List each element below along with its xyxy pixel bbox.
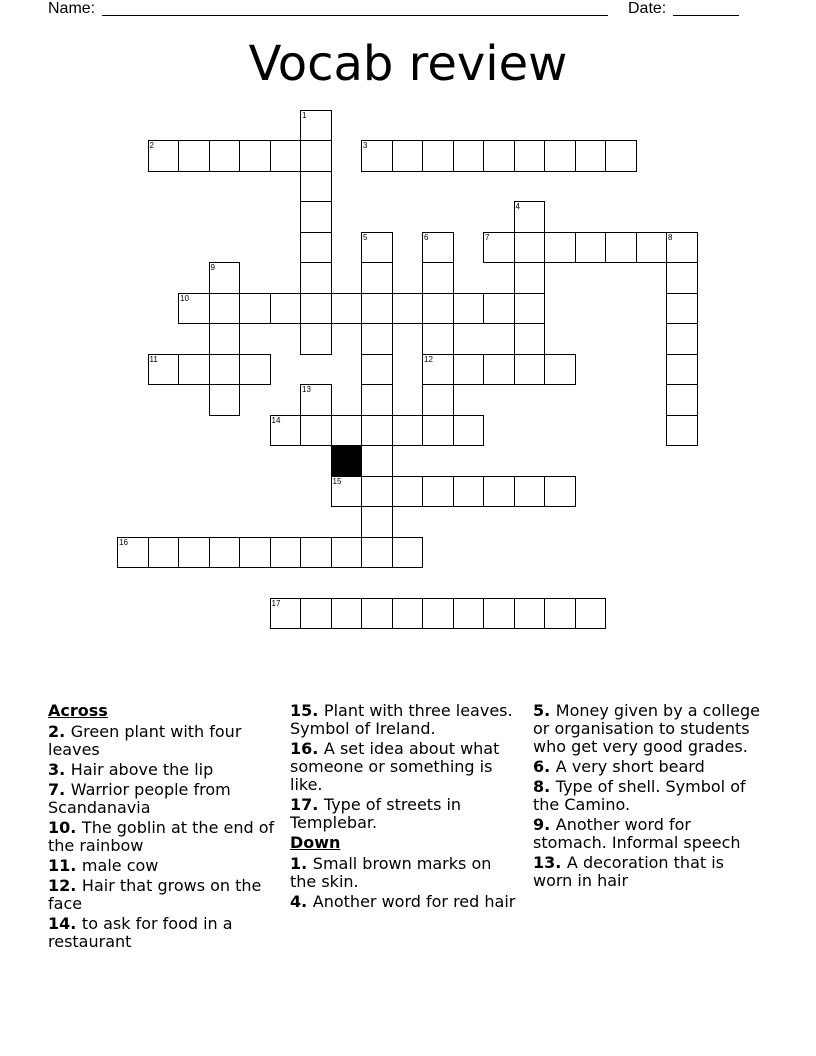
cell-number: 11: [149, 354, 158, 364]
clue-text: Type of streets in Templebar.: [290, 795, 462, 832]
down-clue: [533, 778, 763, 814]
cell-number: 1: [302, 110, 307, 120]
clue-text: Warrior people from Scandanavia: [48, 780, 231, 817]
grid-cell[interactable]: [544, 598, 576, 630]
grid-cell[interactable]: [178, 537, 210, 569]
grid-cell[interactable]: [209, 262, 241, 294]
grid-cell[interactable]: [422, 598, 454, 630]
grid-cell[interactable]: [514, 293, 546, 325]
across-clue: [290, 796, 520, 832]
grid-cell[interactable]: [666, 293, 698, 325]
across-clue: [290, 740, 520, 794]
down-clue: [533, 816, 763, 852]
cell-number: 16: [119, 537, 128, 547]
clue-text: Plant with three leaves. Symbol of Ireland.: [290, 701, 513, 738]
clue-number: 13.: [533, 853, 567, 872]
grid-cell[interactable]: [361, 262, 393, 294]
clue-number: 1.: [290, 854, 313, 873]
grid-cell[interactable]: [666, 232, 698, 264]
grid-cell[interactable]: [361, 476, 393, 508]
grid-cell[interactable]: [239, 354, 271, 386]
grid-cell[interactable]: [300, 323, 332, 355]
cell-number: 5: [363, 232, 368, 242]
grid-cell[interactable]: [209, 323, 241, 355]
cell-number: 10: [180, 293, 189, 303]
clue-number: 2.: [48, 722, 71, 741]
grid-cell[interactable]: [392, 598, 424, 630]
grid-cell[interactable]: [270, 293, 302, 325]
grid-cell[interactable]: [453, 293, 485, 325]
grid-cell[interactable]: [605, 140, 637, 172]
cell-number: 2: [149, 141, 154, 150]
across-clue: [48, 819, 278, 855]
grid-cell[interactable]: [483, 476, 515, 508]
cell-number: 9: [210, 263, 215, 272]
clue-number: 12.: [48, 876, 82, 895]
grid-cell[interactable]: [544, 232, 576, 264]
grid-cell[interactable]: [514, 262, 546, 294]
date-label: Date:: [628, 0, 667, 17]
clue-text: The goblin at the end of the rainbow: [48, 818, 275, 855]
clue-number: 14.: [48, 914, 82, 933]
down-clue: [290, 855, 520, 891]
grid-cell[interactable]: [575, 140, 607, 172]
clues-column-1: [48, 702, 278, 953]
across-clue: [48, 857, 278, 875]
grid-cell[interactable]: [483, 232, 515, 264]
clues-column-3: [533, 702, 763, 892]
grid-cell[interactable]: [666, 384, 698, 416]
grid-cell[interactable]: [483, 354, 515, 386]
across-clue: [48, 781, 278, 817]
grid-cell[interactable]: [178, 354, 210, 386]
down-clue: [290, 893, 520, 911]
grid-cell[interactable]: [544, 140, 576, 172]
across-heading: Across: [48, 701, 108, 720]
clues-column-2: [290, 702, 520, 913]
grid-cell[interactable]: [300, 537, 332, 569]
down-clue: [533, 854, 763, 890]
grid-cell[interactable]: [666, 354, 698, 386]
grid-cell[interactable]: [514, 598, 546, 630]
grid-cell[interactable]: [514, 232, 546, 264]
grid-cell[interactable]: [300, 171, 332, 203]
grid-cell[interactable]: [453, 140, 485, 172]
cell-number: 3: [363, 141, 368, 150]
grid-cell[interactable]: [392, 415, 424, 447]
across-clue: [48, 761, 278, 779]
grid-cell[interactable]: [361, 415, 393, 447]
down-clue: [533, 702, 763, 756]
grid-cell[interactable]: [239, 140, 271, 172]
grid-cell[interactable]: [453, 598, 485, 630]
clue-number: 11.: [48, 856, 82, 875]
grid-cell[interactable]: [300, 232, 332, 264]
grid-cell[interactable]: [361, 232, 393, 264]
grid-cell[interactable]: [270, 537, 302, 569]
grid-cell[interactable]: [300, 140, 332, 172]
grid-cell[interactable]: [270, 415, 302, 447]
clue-number: 17.: [290, 795, 324, 814]
clue-text: to ask for food in a restaurant: [48, 914, 233, 951]
grid-cell[interactable]: [422, 232, 454, 264]
grid-cell[interactable]: [361, 537, 393, 569]
grid-cell[interactable]: [636, 232, 668, 264]
grid-cell[interactable]: [300, 384, 332, 416]
grid-cell[interactable]: [453, 476, 485, 508]
grid-cell[interactable]: [361, 140, 393, 172]
page-title: Vocab review: [248, 36, 568, 92]
grid-cell[interactable]: [666, 262, 698, 294]
grid-cell[interactable]: [483, 140, 515, 172]
cell-number: 12: [424, 354, 433, 364]
grid-cell[interactable]: [209, 537, 241, 569]
grid-cell[interactable]: [209, 384, 241, 416]
cell-number: 14: [271, 415, 281, 425]
grid-cell[interactable]: [209, 140, 241, 172]
across-clue: [48, 723, 278, 759]
grid-cell[interactable]: [422, 415, 454, 447]
down-heading: Down: [290, 833, 341, 852]
grid-cell[interactable]: [514, 201, 546, 233]
grid-cell[interactable]: [148, 354, 180, 386]
grid-cell[interactable]: [300, 293, 332, 325]
clue-text: Another word for stomach. Informal speech: [533, 815, 741, 852]
grid-cell[interactable]: [422, 354, 454, 386]
grid-cell[interactable]: [544, 354, 576, 386]
grid-cell[interactable]: [666, 323, 698, 355]
clue-text: Hair above the lip: [70, 760, 214, 779]
grid-cell[interactable]: [575, 598, 607, 630]
clue-text: A set idea about what someone or something is like.: [290, 739, 500, 794]
grid-cell[interactable]: [239, 293, 271, 325]
grid-cell[interactable]: [178, 293, 210, 325]
grid-cell[interactable]: [209, 293, 241, 325]
grid-cell[interactable]: [422, 293, 454, 325]
clue-text: Another word for red hair: [312, 892, 516, 911]
clue-number: 6.: [533, 757, 556, 776]
cell-number: 15: [332, 476, 342, 486]
grid-cell[interactable]: [453, 354, 485, 386]
grid-cell[interactable]: [422, 476, 454, 508]
cell-number: 13: [302, 385, 311, 394]
clue-number: 8.: [533, 777, 556, 796]
clue-text: Green plant with four leaves: [48, 722, 242, 759]
down-clue: [533, 758, 763, 776]
grid-cell[interactable]: [514, 476, 546, 508]
clue-number: 15.: [290, 701, 324, 720]
grid-cell[interactable]: [392, 537, 424, 569]
cell-number: 4: [515, 202, 520, 211]
grid-cell[interactable]: [361, 598, 393, 630]
grid-cell[interactable]: [148, 537, 180, 569]
grid-cell[interactable]: [361, 323, 393, 355]
clue-number: 7.: [48, 780, 71, 799]
grid-cell[interactable]: [361, 384, 393, 416]
grid-cell[interactable]: [331, 598, 363, 630]
grid-cell[interactable]: [300, 201, 332, 233]
grid-cell[interactable]: [331, 415, 363, 447]
across-clue: [290, 702, 520, 738]
grid-cell[interactable]: [331, 537, 363, 569]
clue-number: 5.: [533, 701, 556, 720]
grid-cell[interactable]: [300, 110, 332, 142]
clue-number: 3.: [48, 760, 71, 779]
clue-text: male cow: [81, 856, 159, 875]
cell-number: 6: [424, 232, 429, 242]
grid-cell[interactable]: [178, 140, 210, 172]
clue-text: Type of shell. Symbol of the Camino.: [533, 777, 746, 814]
grid-cell[interactable]: [361, 506, 393, 538]
cell-number: 7: [485, 232, 490, 242]
grid-cell[interactable]: [514, 354, 546, 386]
across-clue: [48, 915, 278, 951]
grid-cell[interactable]: [422, 262, 454, 294]
grid-cell[interactable]: [514, 140, 546, 172]
grid-cell[interactable]: [544, 476, 576, 508]
cell-number: 8: [668, 232, 673, 242]
clue-text: A very short beard: [555, 757, 705, 776]
grid-cell[interactable]: [422, 384, 454, 416]
cell-number: 17: [271, 598, 281, 608]
grid-cell[interactable]: [666, 415, 698, 447]
grid-cell[interactable]: [361, 445, 393, 477]
clue-number: 10.: [48, 818, 82, 837]
grid-cell[interactable]: [514, 323, 546, 355]
grid-cell[interactable]: [453, 415, 485, 447]
grid-cell[interactable]: [392, 476, 424, 508]
clue-text: Money given by a college or organisation to students who get very good grades.: [533, 701, 760, 756]
grid-cell[interactable]: [239, 537, 271, 569]
grid-cell[interactable]: [422, 140, 454, 172]
grid-cell[interactable]: [483, 293, 515, 325]
clue-text: Hair that grows on the face: [48, 876, 262, 913]
grid-cell[interactable]: [575, 232, 607, 264]
name-label: Name:: [48, 0, 96, 17]
grid-cell[interactable]: [148, 140, 180, 172]
clue-text: A decoration that is worn in hair: [533, 853, 725, 890]
grid-cell[interactable]: [605, 232, 637, 264]
grid-cell[interactable]: [361, 293, 393, 325]
grid-cell[interactable]: [270, 598, 302, 630]
grid-cell[interactable]: [270, 140, 302, 172]
grid-cell[interactable]: [209, 354, 241, 386]
grid-cell[interactable]: [331, 476, 363, 508]
grid-cell[interactable]: [361, 354, 393, 386]
grid-cell[interactable]: [483, 598, 515, 630]
grid-cell[interactable]: [422, 323, 454, 355]
clue-number: 9.: [533, 815, 556, 834]
clue-text: Small brown marks on the skin.: [290, 854, 492, 891]
grid-cell[interactable]: [392, 140, 424, 172]
clue-number: 4.: [290, 892, 313, 911]
grid-cell[interactable]: [117, 537, 149, 569]
grid-cell[interactable]: [392, 293, 424, 325]
grid-cell[interactable]: [331, 293, 363, 325]
grid-cell[interactable]: [300, 415, 332, 447]
black-cell: [331, 445, 363, 477]
clue-number: 16.: [290, 739, 324, 758]
grid-cell[interactable]: [300, 262, 332, 294]
across-clue: [48, 877, 278, 913]
grid-cell[interactable]: [300, 598, 332, 630]
